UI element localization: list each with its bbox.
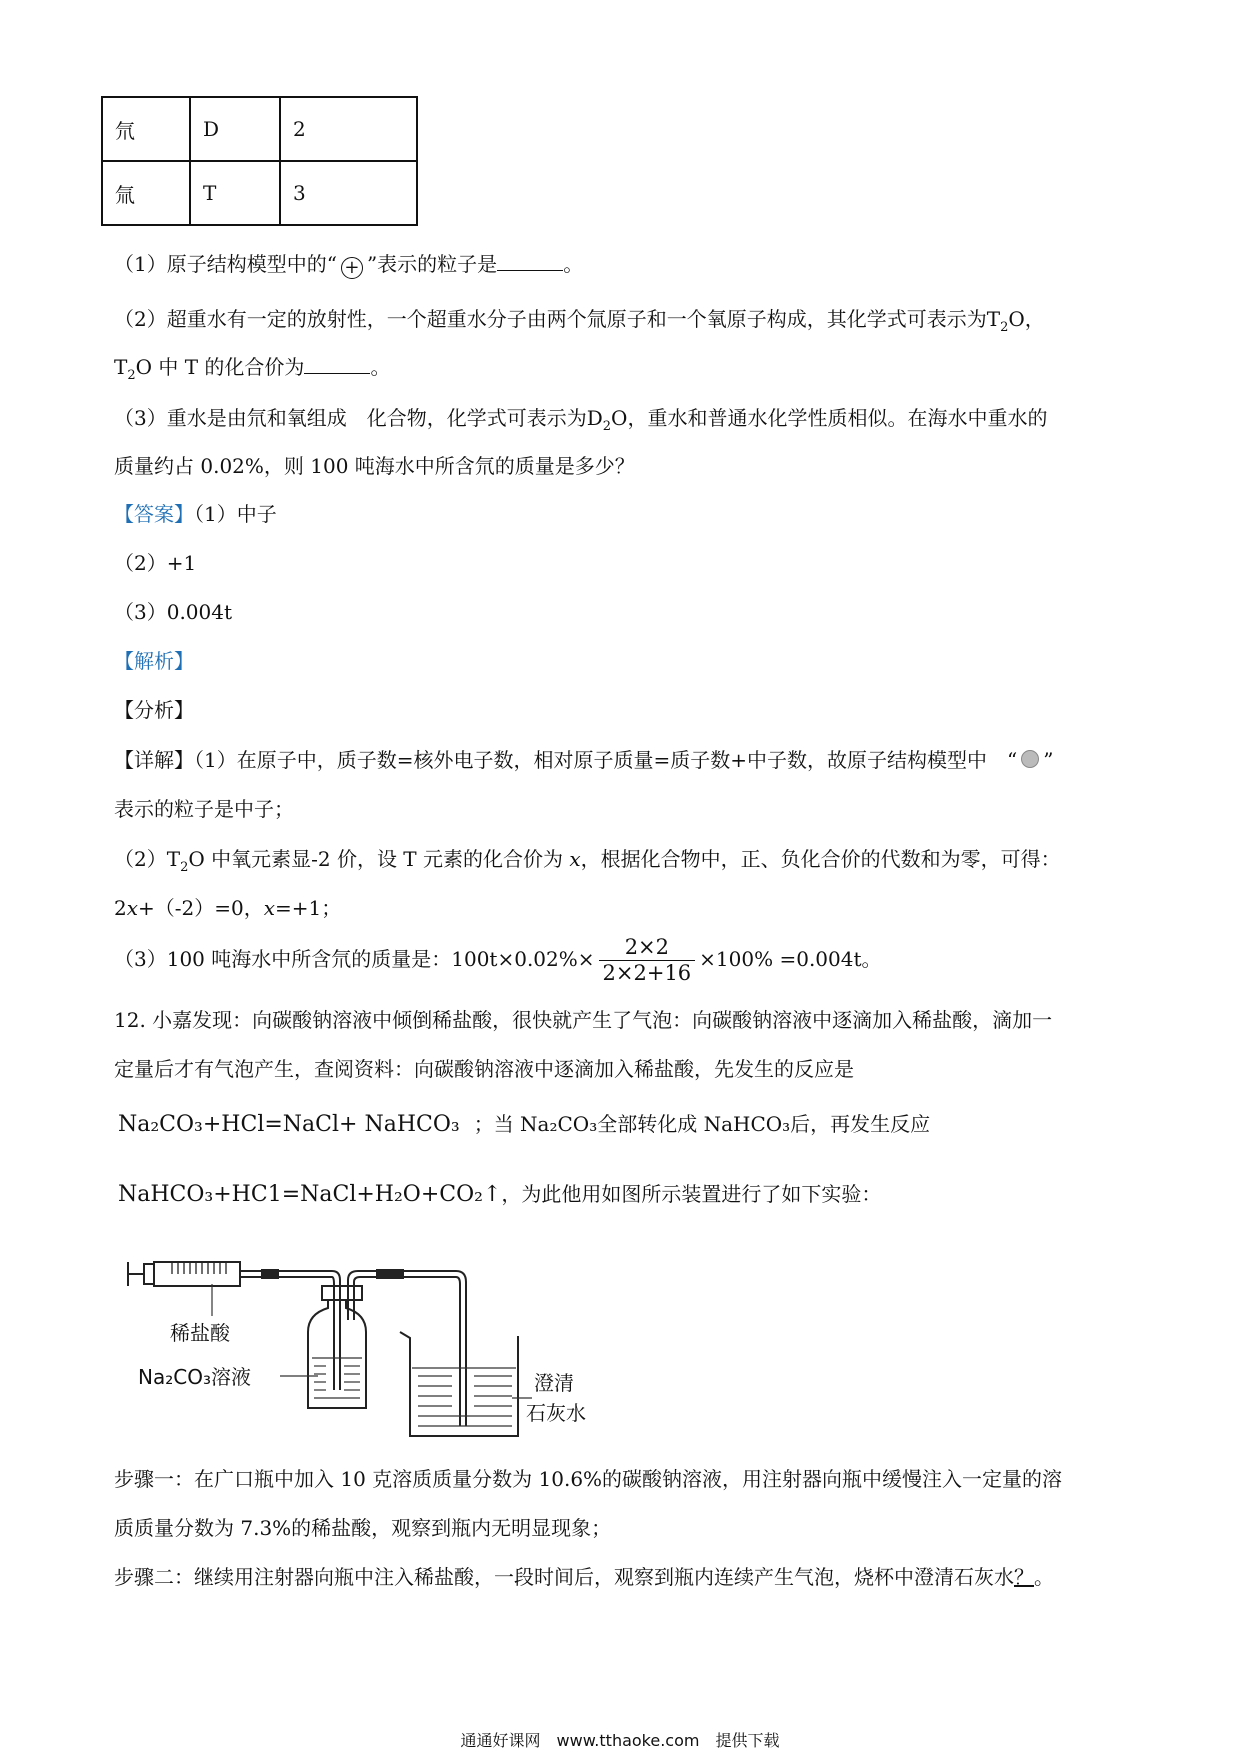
detail-text: （1）在原子中，质子数=核外电子数，相对原子质量=质子数+中子数，故原子结构模型中 “ — [194, 748, 1018, 772]
label-limewater-1: 澄清 — [534, 1371, 574, 1395]
subscript: 2 — [602, 419, 612, 434]
question-3-line2: 质量约占 0.02%，则 100 吨海水中所含氘的质量是多少？ — [114, 454, 635, 478]
xiangjie-label: 【详解】 — [114, 748, 194, 772]
fraction — [599, 935, 696, 986]
fraction-denominator: 2×2+16 — [602, 961, 692, 986]
detail-text: 2 — [114, 896, 127, 920]
q12-text: ，为此他用如图所示装置进行了如下实验： — [501, 1182, 882, 1206]
q2-text: （2）超重水有一定的放射性，一个超重水分子由两个氚原子和一个氧原子构成，其化学式可表示为T — [114, 307, 1001, 331]
answer-3: （3）0.004t — [114, 600, 233, 624]
isotope-name: 氚 — [102, 161, 190, 225]
fraction-numerator: 2×2 — [599, 935, 696, 961]
q1-text-end: 。 — [563, 252, 584, 276]
detail-3 — [114, 935, 882, 986]
q2-text: 。 — [370, 355, 391, 379]
answer-2: （2）+1 — [114, 551, 197, 575]
isotope-mass: 2 — [280, 97, 417, 161]
detail-text: （2）T — [114, 847, 181, 871]
label-dilute-hcl: 稀盐酸 — [170, 1321, 230, 1345]
detail-1-line1 — [114, 748, 1053, 772]
question-2-line1 — [114, 307, 1045, 336]
answer-1: （1）中子 — [194, 502, 277, 526]
q3-text: （3）重水是由氘和氧组成 化合物，化学式可表示为D — [114, 406, 603, 430]
fenxi-label: 【分析】 — [114, 698, 194, 722]
isotope-mass: 3 — [280, 161, 417, 225]
detail-2-line1 — [114, 847, 1061, 876]
equation-1: Na₂CO₃+HCl=NaCl+ NaHCO₃ — [118, 1112, 460, 1137]
variable-x: x — [263, 896, 276, 920]
subscript: 2 — [127, 368, 136, 383]
step-2 — [114, 1565, 1054, 1589]
table-row — [102, 97, 417, 161]
detail-text: ，根据化合物中，正、负化合价的代数和为零，可得： — [580, 847, 1061, 871]
subscript: 2 — [1000, 320, 1009, 335]
detail-text: ×100% =0.004t。 — [699, 947, 882, 972]
label-limewater-2: 石灰水 — [526, 1401, 586, 1425]
neutron-icon — [1021, 750, 1039, 768]
equation-2: NaHCO₃+HC1=NaCl+H₂O+CO₂↑ — [118, 1182, 502, 1207]
detail-text: ” — [1043, 748, 1054, 772]
footer: 通通好课网 www.tthaoke.com 提供下载 — [460, 1731, 780, 1750]
q3-text: O，重水和普通水化学性质相似。在海水中重水的 — [611, 406, 1048, 430]
isotope-name: 氘 — [102, 97, 190, 161]
q2-text: T — [114, 355, 128, 379]
q12-line2: 定量后才有气泡产生，查阅资料：向碳酸钠溶液中逐滴加入稀盐酸，先发生的反应是 — [114, 1057, 854, 1081]
detail-2-line2 — [114, 896, 341, 920]
q12-eq2-line — [118, 1182, 881, 1208]
answer-label: 【答案】 — [114, 502, 194, 526]
q12-eq1-line — [118, 1112, 930, 1138]
q2-text: O， — [1008, 307, 1045, 331]
question-2-line2 — [114, 355, 390, 384]
question-1 — [114, 252, 583, 279]
step-2-text: 。 — [1034, 1565, 1054, 1589]
isotope-symbol: T — [190, 161, 280, 225]
step-1-line2: 质质量分数为 7.3%的稀盐酸，观察到瓶内无明显现象； — [114, 1516, 612, 1540]
q12-line1: 12. 小嘉发现：向碳酸钠溶液中倾倒稀盐酸，很快就产生了气泡：向碳酸钠溶液中逐滴加入稀盐酸，滴加一 — [114, 1008, 1053, 1032]
subscript: 2 — [180, 860, 189, 875]
step-1-line1: 步骤一：在广口瓶中加入 10 克溶质质量分数为 10.6%的碳酸钠溶液，用注射器向瓶中缓慢注入一定量的溶 — [114, 1467, 1063, 1491]
answer-blank: ？ — [1014, 1565, 1034, 1589]
table-row — [102, 161, 417, 225]
question-3-line1 — [114, 406, 1047, 435]
apparatus-figure — [122, 1240, 642, 1440]
label-na2co3-solution: Na₂CO₃溶液 — [138, 1365, 251, 1389]
q12-text: ；当 Na₂CO₃全部转化成 NaHCO₃后，再发生反应 — [473, 1112, 931, 1136]
detail-text: +（-2）=0， — [138, 896, 264, 920]
variable-x: x — [569, 847, 581, 871]
answer-blank — [497, 252, 563, 271]
variable-x: x — [126, 896, 139, 920]
isotope-symbol: D — [190, 97, 280, 161]
answer-line-1 — [114, 502, 277, 526]
proton-symbol-icon: + — [341, 257, 363, 279]
detail-text: =+1； — [275, 896, 342, 920]
step-2-text: 步骤二：继续用注射器向瓶中注入稀盐酸，一段时间后，观察到瓶内连续产生气泡，烧杯中澄清石灰水 — [114, 1565, 1014, 1589]
q1-text-post: ”表示的粒子是 — [366, 252, 498, 276]
detail-text: （3）100 吨海水中所含氘的质量是：100t×0.02%× — [114, 947, 595, 972]
analysis-label: 【解析】 — [114, 649, 194, 673]
answer-blank — [304, 355, 370, 374]
q1-text-pre: （1）原子结构模型中的“ — [114, 252, 337, 276]
detail-text: O 中氧元素显-2 价，设 T 元素的化合价为 — [188, 847, 570, 871]
q2-text: O 中 T 的化合价为 — [135, 355, 305, 379]
detail-1-line2: 表示的粒子是中子； — [114, 797, 294, 821]
isotope-table — [101, 96, 418, 226]
